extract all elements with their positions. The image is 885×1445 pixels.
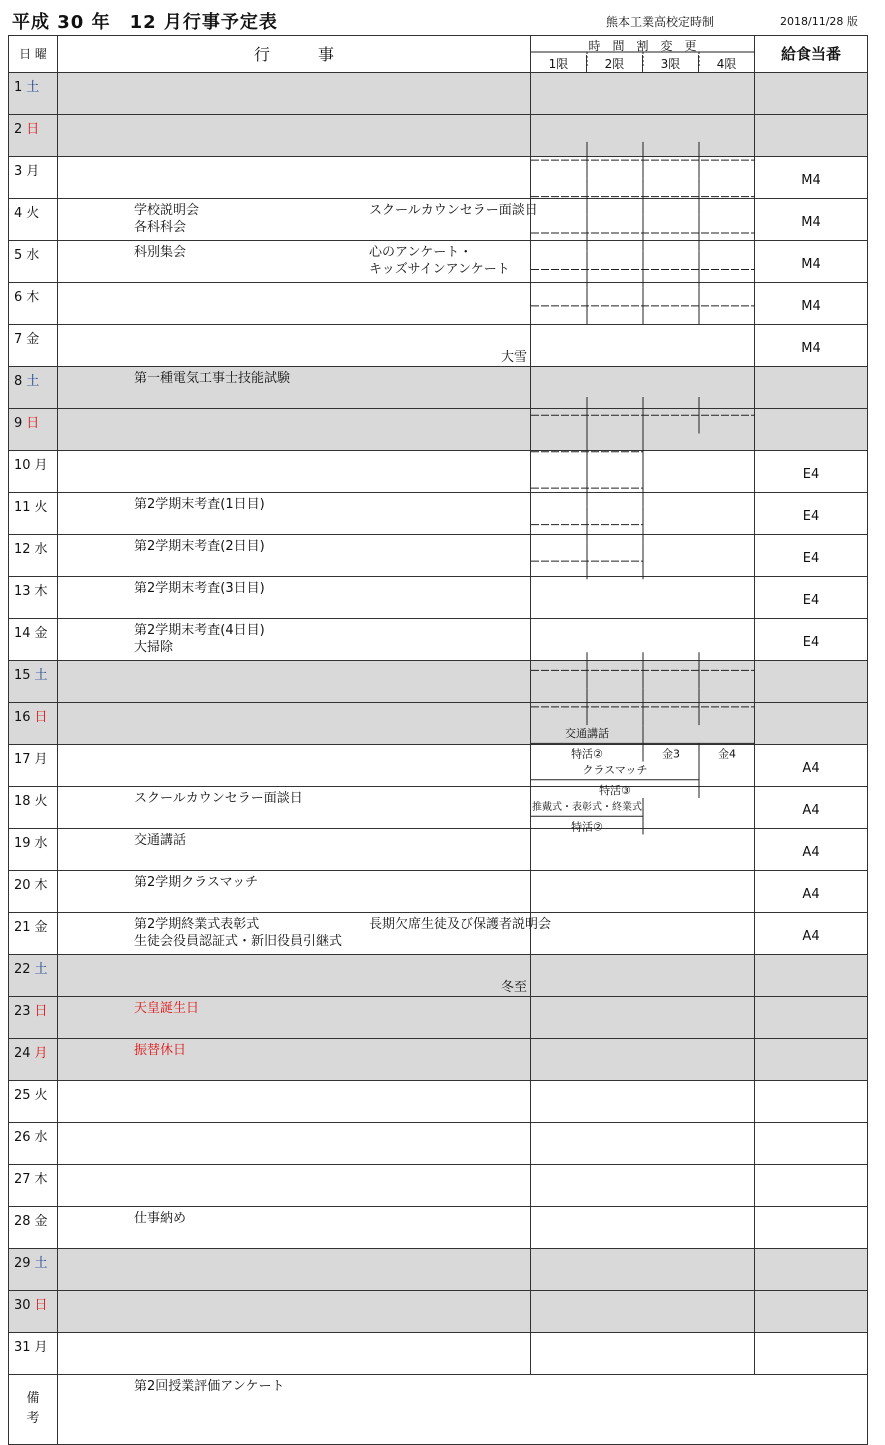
lunch-duty <box>755 702 868 744</box>
weekday: 土 <box>34 1255 48 1271</box>
timetable-cell <box>531 576 755 618</box>
day-label <box>9 492 58 534</box>
events-cell <box>58 366 531 408</box>
day-label <box>9 786 58 828</box>
timetable-label: 推戴式・表彰式・終業式 <box>532 802 642 813</box>
day-label <box>9 1038 58 1080</box>
weekday: 火 <box>26 205 40 221</box>
weather-note: 大雪 <box>500 349 527 365</box>
day-row <box>9 744 868 786</box>
day-row <box>9 576 868 618</box>
day-label <box>9 534 58 576</box>
events-cell <box>58 954 531 996</box>
date-column-header: 日 曜 <box>9 36 58 73</box>
day-number: 30 <box>14 1297 31 1313</box>
day-row <box>9 1080 868 1122</box>
weekday: 土 <box>26 373 40 389</box>
events-cell <box>58 1248 531 1290</box>
weekday: 水 <box>34 541 48 557</box>
weekday: 金 <box>34 1213 48 1229</box>
timetable-cell <box>531 240 755 282</box>
day-label <box>9 702 58 744</box>
event-text: 第2学期クラスマッチ <box>134 874 259 890</box>
day-row <box>9 324 868 366</box>
schedule-table <box>8 35 868 1445</box>
day-label <box>9 1164 58 1206</box>
weekday: 月 <box>34 1045 48 1061</box>
events-cell <box>58 828 531 870</box>
lunch-duty <box>755 366 868 408</box>
events-cell <box>58 1290 531 1332</box>
day-number: 28 <box>14 1213 31 1229</box>
day-row <box>9 870 868 912</box>
events-cell <box>58 996 531 1038</box>
lunch-duty <box>755 1332 868 1374</box>
event-text: 天皇誕生日 <box>134 1000 200 1016</box>
day-number: 16 <box>14 709 31 725</box>
day-label <box>9 1248 58 1290</box>
timetable-label: クラスマッチ <box>582 763 648 777</box>
notes-text: 第2回授業評価アンケート <box>134 1378 285 1394</box>
lunch-duty: M4 <box>755 156 868 198</box>
day-label <box>9 366 58 408</box>
day-label <box>9 1290 58 1332</box>
page-title: 平成 30 年 12 月行事予定表 <box>12 12 278 33</box>
lunch-duty: M4 <box>755 324 868 366</box>
day-row <box>9 618 868 660</box>
day-row <box>9 828 868 870</box>
day-number: 25 <box>14 1087 31 1103</box>
day-row <box>9 492 868 534</box>
event-text: 第2学期末考査(2日目) <box>134 538 265 554</box>
lunch-duty <box>755 1122 868 1164</box>
event-text-secondary: 長期欠席生徒及び保護者説明会 <box>369 916 552 932</box>
events-cell <box>58 534 531 576</box>
lunch-duty <box>755 660 868 702</box>
timetable-cell <box>531 366 755 408</box>
timetable-cell <box>531 534 755 576</box>
day-number: 5 <box>14 247 23 263</box>
timetable-cell <box>531 870 755 912</box>
day-row <box>9 702 868 744</box>
lunch-duty: A4 <box>755 828 868 870</box>
weekday: 月 <box>26 163 40 179</box>
period-2-header: 2限 <box>587 55 643 73</box>
events-cell <box>58 870 531 912</box>
timetable-cell <box>531 828 755 870</box>
weekday: 木 <box>34 583 48 599</box>
timetable-cell <box>531 1248 755 1290</box>
lunch-duty: A4 <box>755 870 868 912</box>
day-row <box>9 156 868 198</box>
day-row <box>9 1164 868 1206</box>
day-label <box>9 1332 58 1374</box>
day-row <box>9 1248 868 1290</box>
weekday: 月 <box>34 457 48 473</box>
day-row <box>9 534 868 576</box>
timetable-label: 特活② <box>571 820 603 834</box>
events-cell <box>58 408 531 450</box>
timetable-cell <box>531 702 755 744</box>
weekday: 金 <box>34 919 48 935</box>
version-date: 2018/11/28 版 <box>780 15 858 28</box>
lunch-duty: E4 <box>755 534 868 576</box>
day-label <box>9 870 58 912</box>
day-number: 31 <box>14 1339 31 1355</box>
events-cell <box>58 114 531 156</box>
day-number: 11 <box>14 499 31 515</box>
events-cell <box>58 618 531 660</box>
day-label <box>9 324 58 366</box>
notes-label: 備 考 <box>9 1374 58 1444</box>
day-number: 7 <box>14 331 23 347</box>
day-number: 14 <box>14 625 31 641</box>
event-text: 科別集会 <box>134 244 187 260</box>
timetable-cell <box>531 282 755 324</box>
day-row <box>9 786 868 828</box>
day-label <box>9 576 58 618</box>
events-cell <box>58 198 538 240</box>
timetable-cell <box>531 912 755 954</box>
weekday: 日 <box>26 121 40 137</box>
timetable-label: 特活② <box>571 747 603 761</box>
weekday: 日 <box>26 415 40 431</box>
day-row <box>9 954 868 996</box>
day-number: 27 <box>14 1171 31 1187</box>
timetable-cell <box>531 1164 755 1206</box>
day-number: 1 <box>14 79 23 95</box>
timetable-cell <box>531 324 755 366</box>
event-text: 第2学期終業式表彰式 生徒会役員認証式・新旧役員引継式 <box>134 916 343 949</box>
day-row <box>9 198 868 240</box>
events-cell <box>58 492 531 534</box>
event-text: 学校説明会 各科科会 <box>134 202 200 235</box>
lunch-duty <box>755 72 868 114</box>
weekday: 木 <box>26 289 40 305</box>
day-label <box>9 912 58 954</box>
day-label <box>9 828 58 870</box>
timetable-cell <box>531 1206 755 1248</box>
timetable-cell <box>531 492 755 534</box>
events-cell <box>58 912 552 954</box>
day-number: 29 <box>14 1255 31 1271</box>
period-3-header: 3限 <box>643 55 699 73</box>
weekday: 火 <box>34 1087 48 1103</box>
timetable-cell <box>531 72 755 114</box>
day-number: 3 <box>14 163 23 179</box>
day-row <box>9 1206 868 1248</box>
timetable-label: 金4 <box>718 747 736 761</box>
timetable-cell <box>531 1038 755 1080</box>
notes-content <box>58 1374 868 1444</box>
day-number: 2 <box>14 121 23 137</box>
weekday: 水 <box>34 1129 48 1145</box>
timetable-cell <box>531 744 755 786</box>
events-cell <box>58 282 531 324</box>
day-number: 13 <box>14 583 31 599</box>
day-row <box>9 408 868 450</box>
day-row <box>9 1332 868 1374</box>
school-name: 熊本工業高校定時制 <box>606 15 715 29</box>
lunch-duty: E4 <box>755 450 868 492</box>
day-number: 12 <box>14 541 31 557</box>
lunch-duty: E4 <box>755 576 868 618</box>
events-cell <box>58 660 531 702</box>
day-label <box>9 198 58 240</box>
weekday: 木 <box>34 1171 48 1187</box>
lunch-duty <box>755 954 868 996</box>
day-row <box>9 72 868 114</box>
weekday: 日 <box>34 1003 48 1019</box>
weekday: 月 <box>34 1339 48 1355</box>
day-row <box>9 1122 868 1164</box>
day-label <box>9 996 58 1038</box>
day-number: 26 <box>14 1129 31 1145</box>
weekday: 火 <box>34 499 48 515</box>
timetable-cell <box>531 618 755 660</box>
timetable-cell <box>531 1122 755 1164</box>
timetable-label: 特活③ <box>599 784 631 797</box>
weekday: 日 <box>34 1297 48 1313</box>
day-row <box>9 1290 868 1332</box>
day-number: 4 <box>14 205 23 221</box>
day-number: 18 <box>14 793 31 809</box>
day-number: 10 <box>14 457 31 473</box>
day-label <box>9 1122 58 1164</box>
events-cell <box>58 786 531 828</box>
day-label <box>9 1080 58 1122</box>
event-text-secondary: 心のアンケート・ キッズサインアンケート <box>369 244 510 277</box>
event-text: 第2学期末考査(1日目) <box>134 496 265 512</box>
day-row <box>9 240 868 282</box>
events-cell <box>58 240 531 282</box>
day-number: 19 <box>14 835 31 851</box>
event-text-secondary: スクールカウンセラー面談日 <box>369 202 538 218</box>
events-cell <box>58 744 531 786</box>
timetable-cell <box>531 198 755 240</box>
day-label <box>9 72 58 114</box>
day-row <box>9 450 868 492</box>
day-number: 17 <box>14 751 31 767</box>
weekday: 金 <box>34 625 48 641</box>
day-label <box>9 282 58 324</box>
events-cell <box>58 1038 531 1080</box>
day-number: 6 <box>14 289 23 305</box>
day-label <box>9 114 58 156</box>
day-label <box>9 660 58 702</box>
event-text: 交通講話 <box>134 832 187 848</box>
day-label <box>9 408 58 450</box>
timetable-cell <box>531 156 755 198</box>
events-cell <box>58 1332 531 1374</box>
timetable-cell <box>531 954 755 996</box>
events-cell <box>58 72 531 114</box>
day-label <box>9 1206 58 1248</box>
day-number: 20 <box>14 877 31 893</box>
lunch-duty <box>755 1206 868 1248</box>
events-cell <box>58 1164 531 1206</box>
day-label <box>9 954 58 996</box>
lunch-duty <box>755 1290 868 1332</box>
lunch-duty <box>755 1080 868 1122</box>
timetable-cell <box>531 786 755 828</box>
weekday: 水 <box>26 247 40 263</box>
day-number: 15 <box>14 667 31 683</box>
lunch-duty <box>755 1164 868 1206</box>
lunch-duty <box>755 996 868 1038</box>
timetable-cell <box>531 450 755 492</box>
lunch-duty <box>755 1248 868 1290</box>
lunch-duty <box>755 114 868 156</box>
weekday: 土 <box>34 667 48 683</box>
events-cell <box>58 1122 531 1164</box>
event-text: 振替休日 <box>134 1042 187 1058</box>
events-cell <box>58 450 531 492</box>
lunch-duty: M4 <box>755 282 868 324</box>
lunch-duty: M4 <box>755 240 868 282</box>
lunch-duty: A4 <box>755 912 868 954</box>
timetable-cell <box>531 1290 755 1332</box>
day-number: 9 <box>14 415 23 431</box>
events-cell <box>58 576 531 618</box>
day-number: 22 <box>14 961 31 977</box>
period-4-header: 4限 <box>699 55 755 73</box>
day-label <box>9 240 58 282</box>
event-text: 第2学期末考査(4日目) 大掃除 <box>134 622 265 655</box>
lunch-duty: E4 <box>755 618 868 660</box>
weekday: 土 <box>26 79 40 95</box>
lunch-duty: A4 <box>755 744 868 786</box>
lunch-duty <box>755 1038 868 1080</box>
timetable-column-header: 時 間 割 変 更 <box>531 36 755 55</box>
day-number: 24 <box>14 1045 31 1061</box>
day-number: 21 <box>14 919 31 935</box>
events-column-header: 行 事 <box>58 36 531 73</box>
timetable-cell <box>531 1080 755 1122</box>
timetable-cell <box>531 408 755 450</box>
events-cell <box>58 1206 531 1248</box>
lunch-duty: M4 <box>755 198 868 240</box>
day-label <box>9 156 58 198</box>
weather-note: 冬至 <box>500 979 527 995</box>
period-1-header: 1限 <box>531 55 587 73</box>
event-text: スクールカウンセラー面談日 <box>134 790 303 806</box>
timetable-label: 交通講話 <box>565 727 609 741</box>
event-text: 第一種電気工事士技能試験 <box>134 370 291 386</box>
timetable-cell <box>531 996 755 1038</box>
event-text: 第2学期末考査(3日目) <box>134 580 265 596</box>
notes-row <box>9 1374 868 1444</box>
events-cell <box>58 1080 531 1122</box>
day-number: 23 <box>14 1003 31 1019</box>
day-row <box>9 912 868 954</box>
events-cell <box>58 702 531 744</box>
weekday: 日 <box>34 709 48 725</box>
day-number: 8 <box>14 373 23 389</box>
lunch-duty <box>755 408 868 450</box>
weekday: 木 <box>34 877 48 893</box>
timetable-cell <box>531 114 755 156</box>
timetable-label: 金3 <box>662 747 680 761</box>
day-label <box>9 744 58 786</box>
day-row <box>9 996 868 1038</box>
timetable-cell <box>531 1332 755 1374</box>
weekday: 金 <box>26 331 40 347</box>
weekday: 水 <box>34 835 48 851</box>
weekday: 月 <box>34 751 48 767</box>
day-label <box>9 618 58 660</box>
day-row <box>9 660 868 702</box>
lunch-duty: E4 <box>755 492 868 534</box>
events-cell <box>58 156 531 198</box>
weekday: 火 <box>34 793 48 809</box>
timetable-cell <box>531 660 755 702</box>
lunch-duty: A4 <box>755 786 868 828</box>
day-label <box>9 450 58 492</box>
day-row <box>9 1038 868 1080</box>
day-row <box>9 114 868 156</box>
event-text: 仕事納め <box>134 1210 187 1226</box>
lunch-column-header: 給食当番 <box>755 36 868 73</box>
events-cell <box>58 324 531 366</box>
day-row <box>9 282 868 324</box>
weekday: 土 <box>34 961 48 977</box>
day-row <box>9 366 868 408</box>
